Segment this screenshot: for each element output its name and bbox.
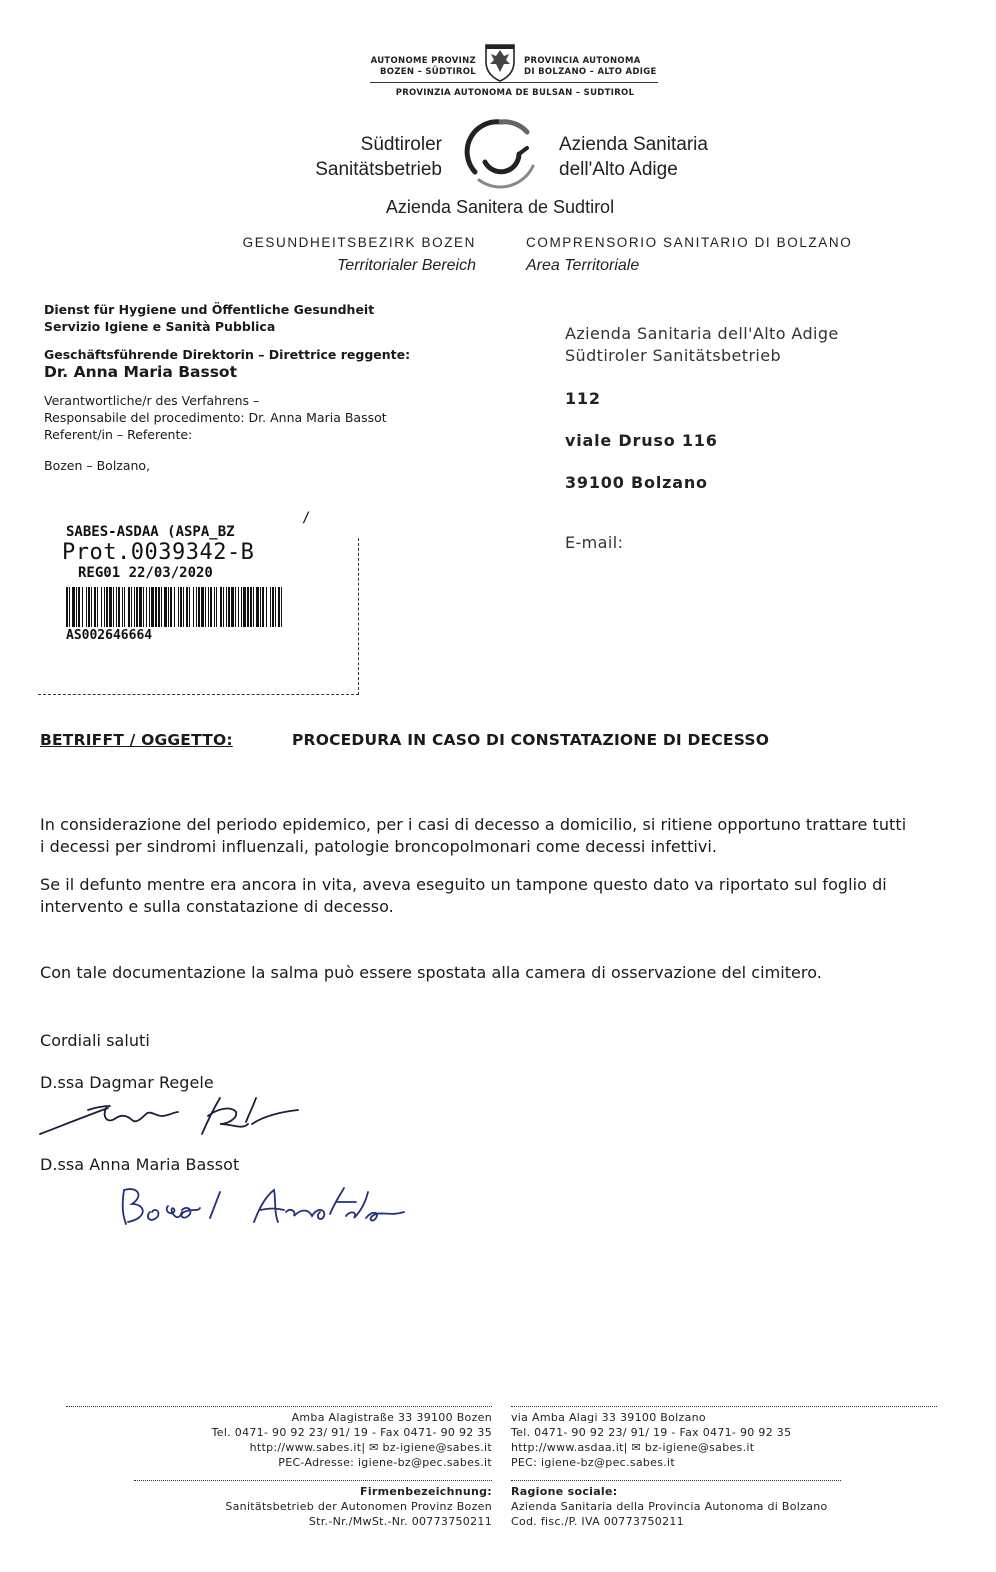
signature-regele-text: Regele Kl bbox=[36, 1094, 41, 1095]
barcode-bar bbox=[282, 587, 285, 627]
body-paragraph-3: Con tale documentazione la salma può essere spostata alla camera di osservazione del cimitero. bbox=[40, 963, 822, 982]
responsible-line-1: Verantwortliche/r des Verfahrens – bbox=[44, 393, 260, 408]
stamp-slash: / bbox=[302, 510, 311, 526]
service-name-it: Servizio Igiene e Sanità Pubblica bbox=[44, 319, 276, 334]
footer-divider-right-top bbox=[511, 1406, 937, 1407]
director-label: Geschäftsführende Direktorin – Direttrice reggente: bbox=[44, 347, 411, 362]
footer-mail-link-de[interactable]: bz-igiene@sabes.it bbox=[382, 1441, 492, 1454]
footer-divider-left-mid bbox=[134, 1480, 492, 1481]
footer-company-de: Firmenbezeichnung: Sanitätsbetrieb der Autonomen Provinz Bozen Str.-Nr./MwSt.-Nr. 00773750211 bbox=[225, 1485, 492, 1528]
footer-web-link-de[interactable]: http://www.sabes.it| bbox=[249, 1441, 366, 1454]
footer-pec-it: PEC: igiene-bz@pec.sabes.it bbox=[511, 1456, 676, 1469]
sender-block bbox=[44, 301, 524, 474]
place-line: Bozen – Bolzano, bbox=[44, 458, 151, 473]
footer-divider-right-mid bbox=[511, 1480, 841, 1481]
referent-line: Referent/in – Referente: bbox=[44, 427, 193, 442]
stamp-protocol-number: Prot.0039342-B bbox=[62, 540, 255, 565]
recipient-street: viale Druso 116 bbox=[565, 431, 718, 450]
subject-label: BETRIFFT / OGGETTO: bbox=[40, 731, 233, 749]
org-name-de: Südtiroler Sanitätsbetrieb bbox=[315, 134, 442, 180]
responsible-line-2: Responsabile del procedimento: Dr. Anna Maria Bassot bbox=[44, 410, 387, 425]
province-name-de: AUTONOME PROVINZ BOZEN – SÜDTIROL bbox=[370, 56, 476, 77]
service-name-de: Dienst für Hygiene und Öffentliche Gesundheit bbox=[44, 302, 375, 317]
footer-mail-link-it[interactable]: bz-igiene@sabes.it bbox=[644, 1441, 755, 1454]
mail-icon: ✉ bbox=[369, 1441, 379, 1454]
stamp-code: AS002646664 bbox=[66, 628, 153, 643]
coat-of-arms-icon bbox=[483, 42, 517, 82]
footer-company-it: Ragione sociale: Azienda Sanitaria della Provincia Autonoma di Bolzano Cod. fisc./P. IVA 00773750211 bbox=[511, 1485, 828, 1528]
recipient-line-2: Südtiroler Sanitätsbetrieb bbox=[565, 346, 782, 365]
area-it: Area Territoriale bbox=[526, 257, 640, 274]
protocol-stamp bbox=[58, 520, 288, 658]
org-name-it: Azienda Sanitaria dell'Alto Adige bbox=[559, 134, 708, 180]
mail-icon: ✉ bbox=[631, 1441, 642, 1454]
signature-regele bbox=[36, 1094, 316, 1140]
org-name-lad: Azienda Sanitera de Sudtirol bbox=[385, 197, 615, 217]
subject-text: PROCEDURA IN CASO DI CONSTATAZIONE DI DECESSO bbox=[292, 731, 770, 749]
closing-greeting: Cordiali saluti bbox=[40, 1031, 150, 1050]
footer-contact-it: via Amba Alagi 33 39100 Bolzano Tel. 0471- 90 92 23/ 91/ 19 - Fax 0471- 90 92 35 http://www.asdaa.it| ✉ bz-igiene@sabes.it PEC: igiene-bz@pec.sabes.it bbox=[511, 1410, 931, 1470]
stamp-register-date: REG01 22/03/2020 bbox=[78, 565, 213, 581]
body-paragraph-1: In considerazione del periodo epidemico, per i casi di decesso a domicilio, si ritiene opportuno trattare tutti i decessi per sindromi influenzali, patologie broncopolmonari come decessi infettivi. bbox=[40, 815, 907, 856]
footer-web-link-it[interactable]: http://www.asdaa.it| bbox=[511, 1441, 628, 1454]
barcode bbox=[66, 587, 286, 627]
signature-bassot bbox=[114, 1182, 424, 1232]
area-de: Territorialer Bereich bbox=[336, 257, 476, 274]
province-name-it: PROVINCIA AUTONOMA DI BOLZANO – ALTO ADIGE bbox=[524, 56, 657, 77]
footer-pec-de: PEC-Adresse: igiene-bz@pec.sabes.it bbox=[278, 1456, 492, 1469]
recipient-city: 39100 Bolzano bbox=[565, 473, 708, 492]
recipient-line-1: Azienda Sanitaria dell'Alto Adige bbox=[565, 324, 839, 343]
recipient-block bbox=[565, 323, 965, 554]
body-paragraph-2: Se il defunto mentre era ancora in vita, aveva eseguito un tampone questo dato va riportato sul foglio di intervento e sulla constatazione di decesso. bbox=[40, 875, 887, 916]
stamp-line-1: SABES-ASDAA (ASPA_BZ bbox=[66, 524, 235, 540]
district-it: COMPRENSORIO SANITARIO DI BOLZANO bbox=[526, 235, 853, 250]
footer-contact-de: Amba Alagistraße 33 39100 Bozen Tel. 0471- 90 92 23/ 91/ 19 - Fax 0471- 90 92 35 http://www.sabes.it| ✉ bz-igiene@sabes.it PEC-Adresse: igiene-bz@pec.sabes.it bbox=[96, 1410, 492, 1470]
health-service-logo bbox=[455, 110, 547, 194]
recipient-email-label: E-mail: bbox=[565, 533, 624, 552]
recipient-number: 112 bbox=[565, 389, 601, 408]
signature-bassot-text: Bassot Anna Kde bbox=[114, 1182, 123, 1183]
signer-2-name: D.ssa Anna Maria Bassot bbox=[40, 1155, 240, 1174]
district-de: GESUNDHEITSBEZIRK BOZEN bbox=[242, 235, 476, 250]
header-divider bbox=[370, 82, 658, 83]
footer-divider-left-top bbox=[66, 1406, 492, 1407]
signer-1-name: D.ssa Dagmar Regele bbox=[40, 1073, 214, 1092]
director-name: Dr. Anna Maria Bassot bbox=[44, 363, 237, 381]
province-name-lad: PROVINZIA AUTONOMA DE BULSAN – SUDTIROL bbox=[395, 88, 635, 98]
